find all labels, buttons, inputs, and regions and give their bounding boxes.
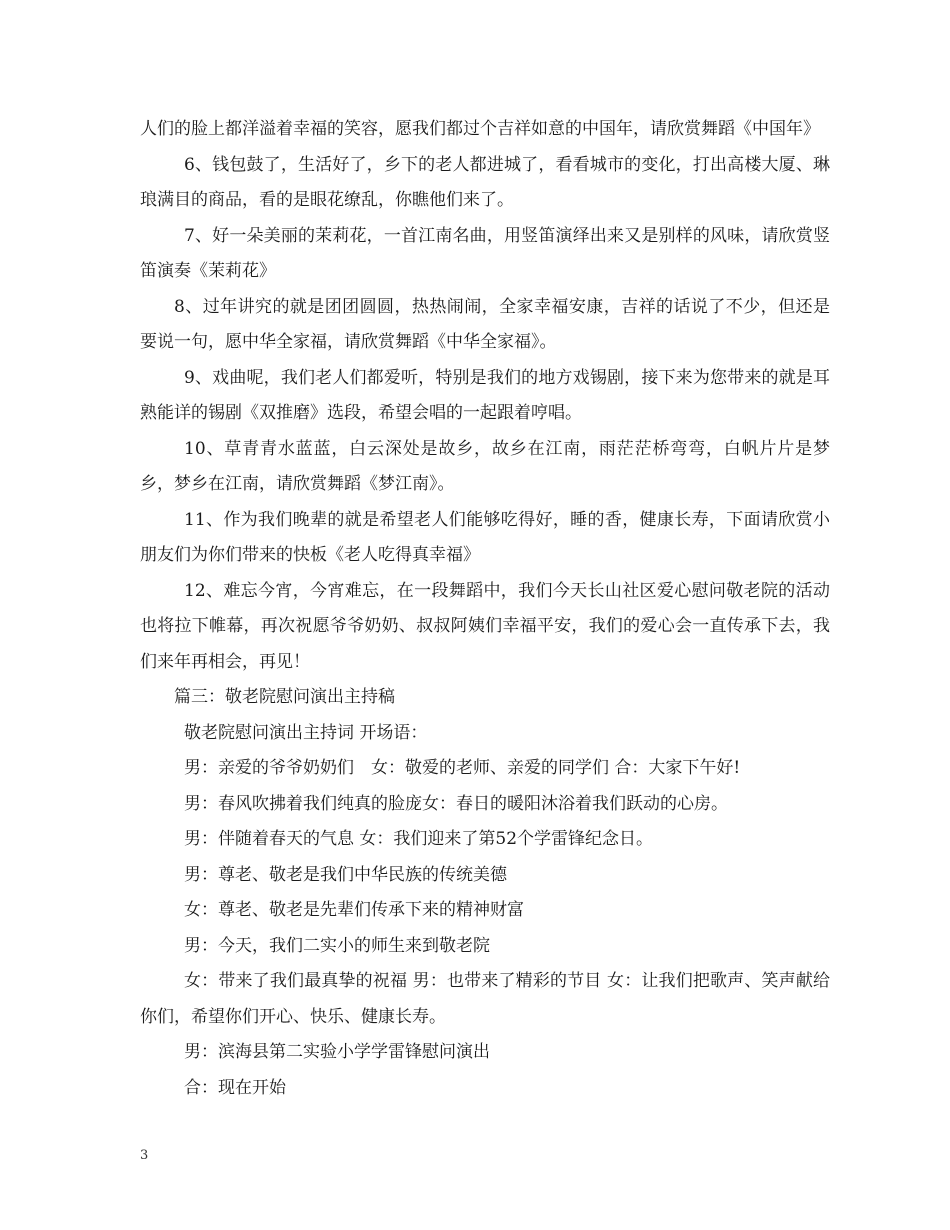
paragraph-continuation: 人们的脸上都洋溢着幸福的笑容，愿我们都过个吉祥如意的中国年，请欣赏舞蹈《中国年》	[140, 119, 820, 139]
paragraph-item-10: 10、草青青水蓝蓝，白云深处是故乡，故乡在江南，雨茫茫桥弯弯，白帆片片是梦乡，梦乡在江南，请欣赏舞蹈《梦江南》。	[140, 438, 830, 494]
dialogue-line: 男：春风吹拂着我们纯真的脸庞女：春日的暖阳沐浴着我们跃动的心房。	[184, 793, 728, 814]
dialogue-line: 女：尊老、敬老是先辈们传承下来的精神财富	[184, 900, 524, 920]
section-heading: 篇三：敬老院慰问演出主持稿	[174, 687, 395, 707]
dialogue-line: 男：今天，我们二实小的师生来到敬老院	[184, 935, 490, 956]
dialogue-line: 合：现在开始	[184, 1077, 286, 1098]
section-subtitle: 敬老院慰问演出主持词 开场语：	[184, 722, 428, 743]
page-number: 3	[140, 1148, 149, 1163]
dialogue-line: 男：尊老、敬老是我们中华民族的传统美德	[184, 864, 507, 885]
dialogue-line: 男：亲爱的爷爷奶奶们 女：敬爱的老师、亲爱的同学们 合：大家下午好!	[184, 758, 741, 778]
dialogue-line: 男：滨海县第二实验小学学雷锋慰问演出	[184, 1042, 490, 1062]
paragraph-item-11: 11、作为我们晚辈的就是希望老人们能够吃得好，睡的香，健康长寿，下面请欣赏小朋友们为你们带来的快板《老人吃得真幸福》	[140, 509, 830, 565]
paragraph-item-12: 12、难忘今宵，今宵难忘，在一段舞蹈中，我们今天长山社区爱心慰问敬老院的活动也将拉下帷幕，再次祝愿爷爷奶奶、叔叔阿姨们幸福平安，我们的爱心会一直传承下去，我们来年再相会，再见！	[140, 580, 830, 672]
paragraph-item-6: 6、钱包鼓了，生活好了，乡下的老人都进城了，看看城市的变化，打出高楼大厦、琳琅满目的商品，看的是眼花缭乱，你瞧他们来了。	[140, 154, 830, 210]
document-body	[140, 112, 830, 1106]
dialogue-line: 女：带来了我们最真挚的祝福 男：也带来了精彩的节目 女：让我们把歌声、笑声献给你们，希望你们开心、快乐、健康长寿。	[140, 971, 830, 1027]
paragraph-item-9: 9、戏曲呢，我们老人们都爱听，特别是我们的地方戏锡剧，接下来为您带来的就是耳熟能详的锡剧《双推磨》选段，希望会唱的一起跟着哼唱。	[140, 367, 830, 423]
paragraph-item-8: 8、过年讲究的就是团团圆圆，热热闹闹，全家幸福安康，吉祥的话说了不少，但还是要说一句，愿中华全家福，请欣赏舞蹈《中华全家福》。	[140, 296, 830, 352]
dialogue-line: 男：伴随着春天的气息 女：我们迎来了第52个学雷锋纪念日。	[184, 829, 654, 849]
paragraph-item-7: 7、好一朵美丽的茉莉花，一首江南名曲，用竖笛演绎出来又是别样的风味，请欣赏竖笛演奏《茉莉花》	[140, 225, 830, 281]
